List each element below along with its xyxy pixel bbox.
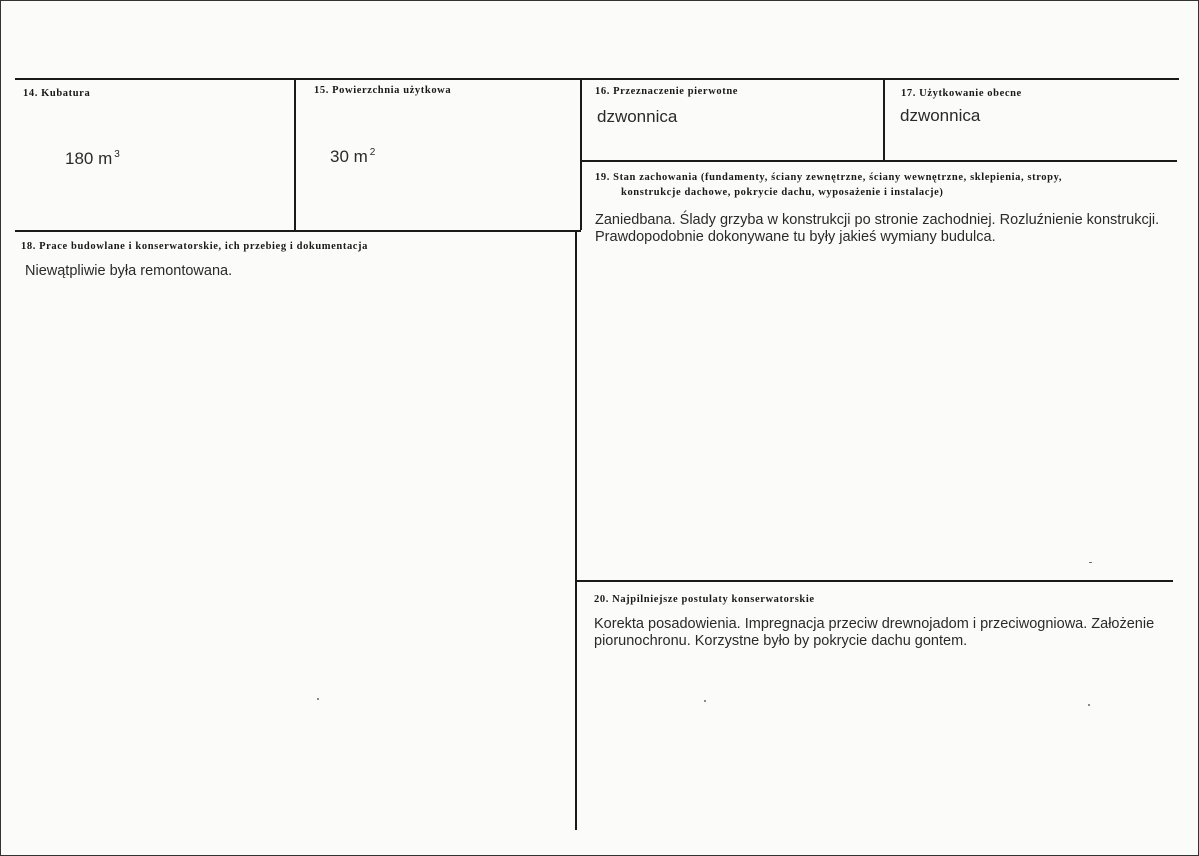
powierzchnia-label: 15. Powierzchnia użytkowa [314,85,452,96]
stan-label-line1: 19. Stan zachowania (fundamenty, ściany zewnętrzne, ściany wewnętrzne, sklepienia, stropy, [595,172,1063,183]
top-rule [15,78,1179,80]
stan-label-line2: konstrukcje dachowe, pokrycie dachu, wyposażenie i instalacje) [621,187,944,198]
speck [1088,704,1090,706]
powierzchnia-unit-sup: 2 [369,147,376,158]
powierzchnia-value [330,144,375,166]
divider-16-17 [883,78,885,161]
kubatura-number: 180 m [65,149,113,168]
prace-value: Niewątpliwie była remontowana. [25,263,233,279]
speck [704,700,706,702]
kubatura-label: 14. Kubatura [23,88,91,99]
postulaty-value-line1: Korekta posadowienia. Impregnacja przeciw drewnojadom i przeciwogniowa. Założenie [594,616,1155,632]
rule-below-16-17 [581,160,1177,162]
rule-below-14-15 [15,230,581,232]
postulaty-value-line2: piorunochronu. Korzystne było by pokrycie dachu gontem. [594,633,968,649]
przeznaczenie-label: 16. Przeznaczenie pierwotne [595,86,739,97]
postulaty-label: 20. Najpilniejsze postulaty konserwatorskie [594,594,815,605]
divider-14-15 [294,78,296,230]
speck [1089,562,1092,563]
powierzchnia-number: 30 m [330,147,368,166]
uzytkowanie-value: dzwonnica [900,106,981,125]
divider-left-right [580,78,582,230]
stan-value-line2: Prawdopodobnie dokonywane tu były jakieś wymiany budulca. [595,229,996,245]
rule-above-20 [576,580,1173,582]
stan-value-line1: Zaniedbana. Ślady grzyba w konstrukcji po stronie zachodniej. Rozluźnienie konstrukcji. [595,212,1160,228]
kubatura-value [65,146,120,168]
prace-label: 18. Prace budowlane i konserwatorskie, ich przebieg i dokumentacja [21,241,369,252]
przeznaczenie-value: dzwonnica [597,107,678,126]
speck [317,698,319,700]
kubatura-unit-sup: 3 [114,149,120,160]
uzytkowanie-label: 17. Użytkowanie obecne [901,88,1022,99]
divider-left-right-lower [575,230,577,830]
